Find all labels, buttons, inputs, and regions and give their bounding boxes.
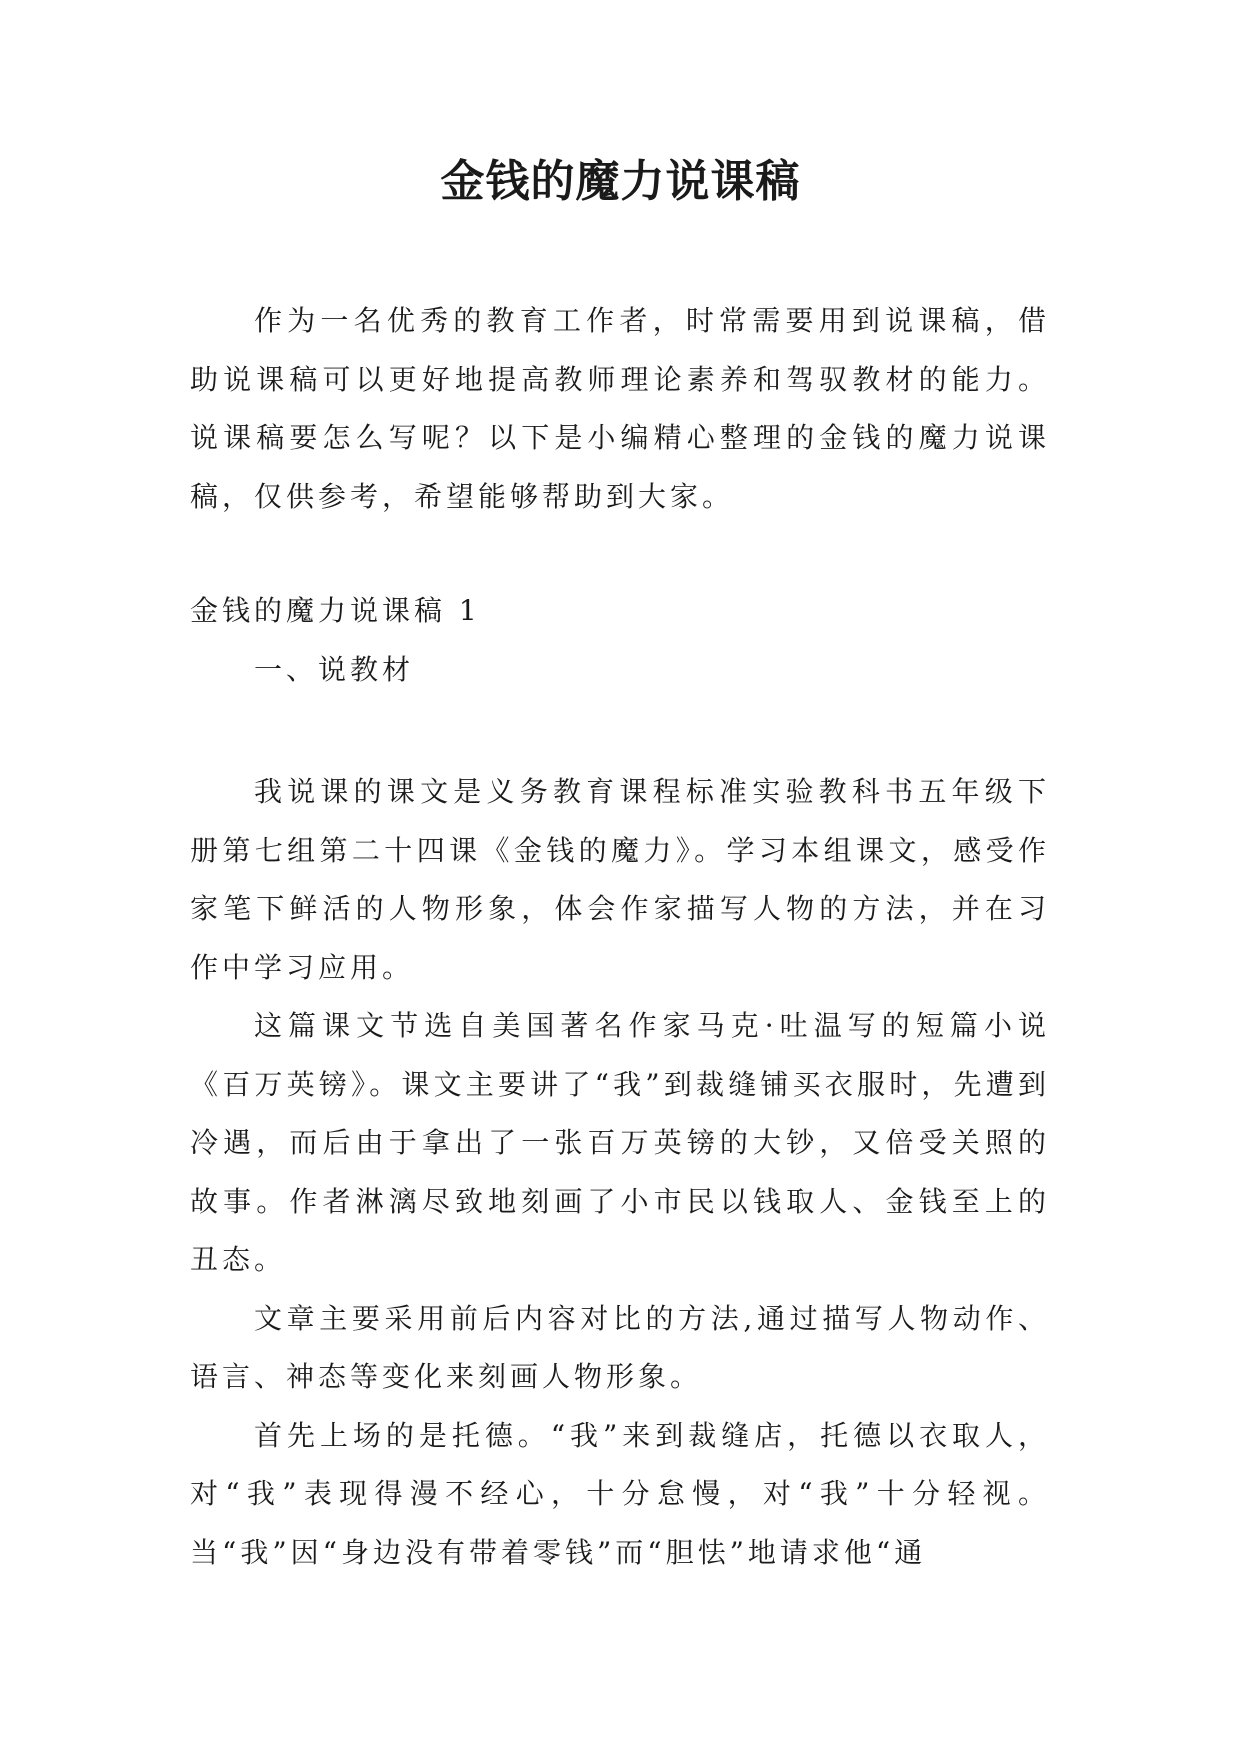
document-title: 金钱的魔力说课稿 [440,156,801,207]
intro-paragraph: 作为一名优秀的教育工作者，时常需要用到说课稿，借助说课稿可以更好地提高教师理论素养和驾驭教材的能力。说课稿要怎么写呢？以下是小编精心整理的金钱的魔力说课稿，仅供参考，希望能够帮助到大家。 [190,304,1050,513]
body-paragraph: 我说课的课文是义务教育课程标准实验教科书五年级下册第七组第二十四课《金钱的魔力》。学习本组课文，感受作家笔下鲜活的人物形象，体会作家描写人物的方法，并在习作中学习应用。 [190,775,1050,984]
body-paragraph: 首先上场的是托德。“我”来到裁缝店，托德以衣取人，对“我”表现得漫不经心，十分怠慢，对“我”十分轻视。当“我”因“身边没有带着零钱”而“胆怯”地请求他“通 [190,1418,1050,1569]
body-paragraph: 文章主要采用前后内容对比的方法,通过描写人物动作、语言、神态等变化来刻画人物形象。 [190,1301,1050,1393]
document-body [190,292,1050,1582]
body-paragraph: 这篇课文节选自美国著名作家马克·吐温写的短篇小说《百万英镑》。课文主要讲了“我”到裁缝铺买衣服时，先遭到冷遇，而后由于拿出了一张百万英镑的大钞，又倍受关照的故事。作者淋漓尽致地刻画了小市民以钱取人、金钱至上的丑态。 [190,1009,1050,1276]
subheading: 一、说教材 [254,652,415,686]
section-title: 金钱的魔力说课稿 1 [190,594,481,627]
